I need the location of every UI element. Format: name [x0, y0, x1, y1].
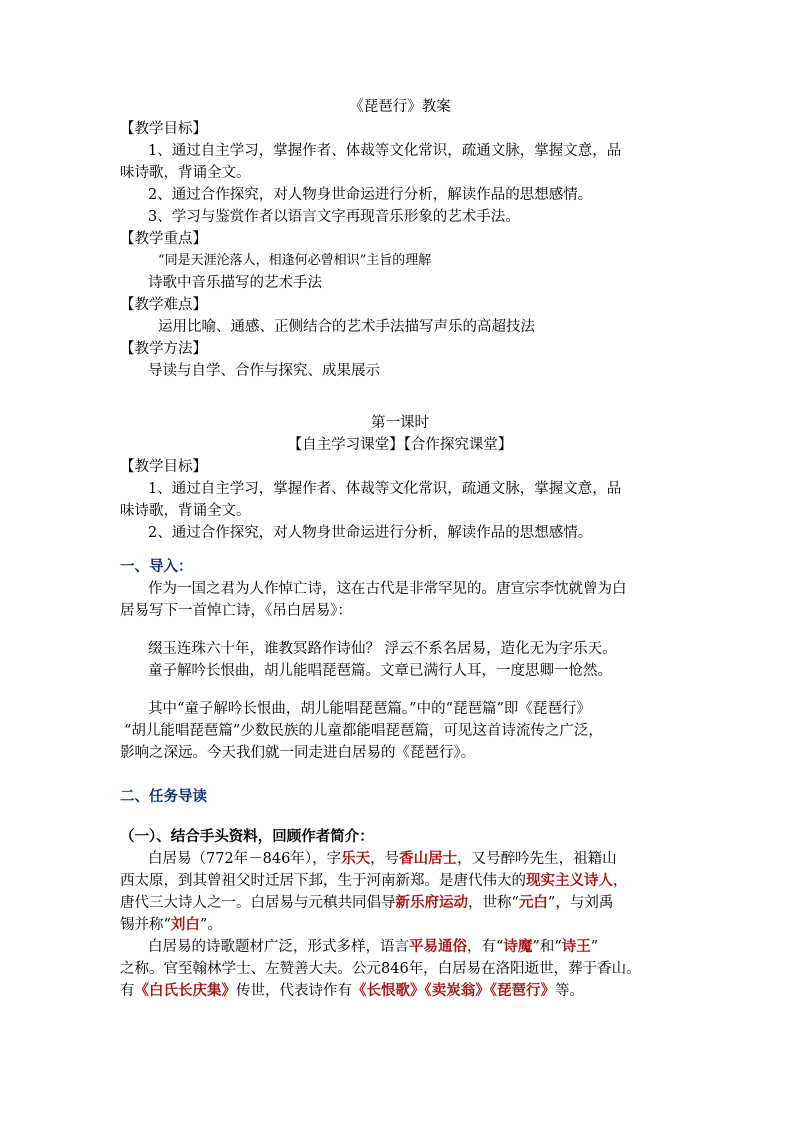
intro-p2-line-c: 影响之深远。今天我们就一同走进白居易的《琵琶行》。: [120, 745, 476, 761]
goal-2: 2、通过合作探究，对人物身世命运进行分析，解读作品的思想感情。: [148, 187, 593, 203]
highlight-shimo: 诗魔: [503, 938, 533, 955]
focus-heading: 【教学重点】: [120, 231, 207, 247]
goals-heading: 【教学目标】: [120, 121, 207, 137]
goal-3: 3、学习与鉴赏作者以语言文字再现音乐形象的艺术手法。: [148, 209, 520, 225]
bio-line-2: [120, 870, 680, 892]
bio-text: 锡并称“: [120, 917, 171, 933]
intro-p1-line-b: 居易写下一首悼亡诗，《吊白居易》：: [120, 603, 352, 619]
bio-text: ”: [590, 939, 599, 955]
lesson-goal-2: 2、通过合作探究，对人物身世命运进行分析，解读作品的思想感情。: [148, 525, 593, 541]
difficulty-1: 运用比喻、通感、正侧结合的艺术手法描写声乐的高超技法: [158, 319, 535, 335]
bio-line-3: [120, 892, 680, 914]
lesson-goal-1-line-b: 味诗歌，背诵全文。: [120, 503, 251, 519]
poem-line-2: 童子解吟长恨曲，胡儿能唱琵琶篇。文章已满行人耳，一度思卿一怆然。: [148, 663, 612, 679]
highlight-representative-works: 《长恨歌》《卖炭翁》《琵琶行》: [352, 982, 555, 999]
highlight-art-name: 香山居士: [399, 850, 458, 867]
highlight-realist-poet: 现实主义诗人: [526, 872, 613, 889]
method-heading: 【教学方法】: [120, 341, 207, 357]
highlight-yuan-bai: 元白: [518, 894, 548, 911]
bio-line-1: [148, 848, 680, 870]
bio-text: ，号: [370, 851, 400, 867]
bio-text: ，世称“: [468, 895, 519, 911]
lesson-title: 第一课时: [371, 415, 429, 431]
highlight-shiwang: 诗王: [561, 938, 591, 955]
bio-text: ，: [613, 873, 628, 889]
lesson-rooms: 【自主学习课堂】【合作探究课堂】: [287, 437, 513, 453]
poem-line-1: 缀玉连珠六十年，谁教冥路作诗仙？ 浮云不系名居易，造化无为字乐天。: [148, 641, 617, 657]
highlight-courtesy-name: 乐天: [341, 850, 371, 867]
method-1: 导读与自学、合作与探究、成果展示: [148, 363, 380, 379]
bio-text: 等。: [555, 983, 584, 999]
focus-1: “同是天涯沦落人，相逢何必曾相识”主旨的理解: [158, 253, 432, 268]
intro-p2-line-b: “胡儿能唱琵琶篇”少数民族的儿童都能唱琵琶篇，可见这首诗流传之广泛，: [124, 723, 603, 739]
bio-text: ”，与刘禹: [547, 895, 614, 911]
lesson-goal-1-line-a: 1、通过自主学习，掌握作者、体裁等文化常识，疏通文脉，掌握文意，品: [148, 481, 622, 497]
bio-line-6: 之称。官至翰林学士、左赞善大夫。公元846年，白居易在洛阳逝世，葬于香山。: [120, 961, 641, 977]
bio-line-7: [120, 980, 680, 1002]
bio-text: ，又号醉吟先生，祖籍山: [457, 851, 617, 867]
difficulty-heading: 【教学难点】: [120, 297, 207, 313]
bio-text: ，有“: [467, 939, 504, 955]
bio-text: 白居易（772年－846年），字: [148, 851, 342, 867]
bio-text: 唐代三大诗人之一。白居易与元稹共同倡导: [120, 895, 396, 911]
bio-line-4: [120, 914, 680, 936]
doc-title: 《琵琶行》教案: [349, 99, 451, 115]
task-sub-heading: （一）、结合手头资料，回顾作者简介：: [120, 828, 374, 845]
highlight-plain-language: 平易通俗: [409, 938, 467, 955]
bio-text: 传世，代表诗作有: [236, 983, 352, 999]
intro-p2-line-a: 其中“童子解吟长恨曲，胡儿能唱琵琶篇。”中的“琵琶篇”即《琵琶行》: [148, 701, 591, 717]
goal-1-line-a: 1、通过自主学习，掌握作者、体裁等文化常识，疏通文脉，掌握文意，品: [148, 143, 622, 159]
bio-text: 有: [120, 983, 135, 999]
lesson-goals-heading: 【教学目标】: [120, 459, 207, 475]
highlight-new-yuefu: 新乐府运动: [395, 894, 468, 911]
intro-p1-line-a: 作为一国之君为人作悼亡诗，这在古代是非常罕见的。唐宣宗李忱就曾为白: [148, 581, 627, 597]
task-heading: 二、任务导读: [120, 788, 207, 805]
bio-text: 白居易的诗歌题材广泛，形式多样，语言: [148, 939, 409, 955]
bio-text: 西太原，到其曾祖父时迁居下邽，生于河南新郑。是唐代伟大的: [120, 873, 526, 889]
highlight-liu-bai: 刘白: [170, 916, 200, 933]
bio-text: ”。: [199, 917, 222, 933]
bio-line-5: [148, 936, 680, 958]
bio-text: ”和“: [532, 939, 562, 955]
focus-2: 诗歌中音乐描写的艺术手法: [148, 275, 322, 291]
highlight-collection: 《白氏长庆集》: [134, 982, 236, 999]
goal-1-line-b: 味诗歌，背诵全文。: [120, 165, 251, 181]
intro-heading: 一、导入：: [120, 558, 193, 575]
